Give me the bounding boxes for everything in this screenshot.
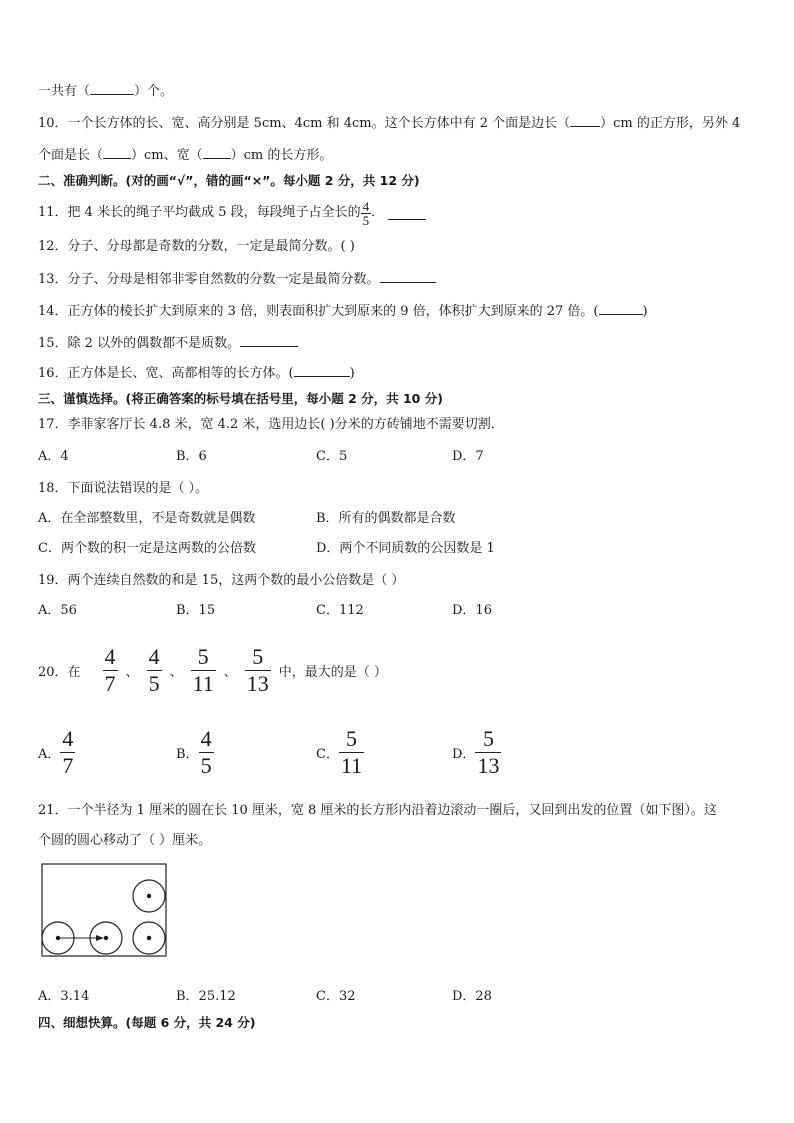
circle-center bbox=[56, 936, 60, 940]
option-c[interactable]: C．两个数的积一定是这两数的公倍数 bbox=[38, 541, 256, 556]
option-c[interactable]: C． $\frac{5}{11}$ bbox=[316, 725, 363, 778]
circle-center bbox=[147, 936, 151, 940]
fraction-4-7: $\frac{4}{7}$ bbox=[104, 643, 116, 696]
option-d[interactable]: D．28 bbox=[452, 989, 492, 1004]
answer-blank[interactable] bbox=[90, 82, 134, 95]
answer-blank[interactable] bbox=[103, 146, 131, 159]
answer-blank[interactable] bbox=[388, 207, 426, 220]
option-a[interactable]: A． $\frac{4}{7}$ bbox=[38, 725, 74, 778]
option-c[interactable]: C．32 bbox=[316, 989, 356, 1004]
fraction-4-5: $\frac{4}{5}$ bbox=[362, 198, 370, 228]
answer-blank[interactable] bbox=[380, 270, 436, 283]
answer-blank[interactable] bbox=[294, 364, 350, 377]
option-b[interactable]: B．25.12 bbox=[176, 989, 236, 1004]
option-d[interactable]: D． $\frac{5}{13}$ bbox=[452, 725, 500, 778]
option-b[interactable]: B．所有的偶数都是合数 bbox=[316, 511, 456, 526]
answer-blank[interactable] bbox=[240, 334, 298, 347]
option-a[interactable]: A．4 bbox=[38, 449, 69, 464]
question-21-line1: 21．一个半径为 1 厘米的圆在长 10 厘米，宽 8 厘米的长方形内沿着边滚动一圈后，又回到出发的位置（如下图）。这 bbox=[38, 803, 717, 818]
option-d[interactable]: D．7 bbox=[452, 449, 484, 464]
option-b[interactable]: B．6 bbox=[176, 449, 207, 464]
question-18: 18．下面说法错误的是（ ）。 bbox=[38, 481, 209, 496]
question-15: 15．除 2 以外的偶数都不是质数。 bbox=[38, 334, 298, 353]
section-4-heading: 四、细想快算。(每题 6 分，共 24 分) bbox=[38, 1015, 256, 1030]
answer-blank[interactable] bbox=[203, 146, 231, 159]
question-16: 16．正方体是长、宽、高都相等的长方体。( ) bbox=[38, 366, 355, 381]
question-10-line1: 10．一个长方体的长、宽、高分别是 5cm、4cm 和 4cm。这个长方体中有 2 个面是边长（ ）cm 的正方形，另外 4 bbox=[38, 116, 741, 131]
option-a[interactable]: A．56 bbox=[38, 603, 77, 618]
question-21-line2: 个圆的圆心移动了（ ）厘米。 bbox=[38, 833, 212, 848]
fraction-4-5: $\frac{4}{5}$ bbox=[148, 643, 160, 696]
answer-blank[interactable] bbox=[599, 302, 643, 315]
option-d[interactable]: D．两个不同质数的公因数是 1 bbox=[316, 541, 495, 556]
fraction-5-13: $\frac{5}{13}$ bbox=[246, 643, 269, 696]
option-a[interactable]: A．3.14 bbox=[38, 989, 90, 1004]
answer-blank[interactable] bbox=[570, 114, 600, 127]
circle-center bbox=[104, 936, 108, 940]
question-13: 13．分子、分母是相邻非零自然数的分数一定是最简分数。 bbox=[38, 270, 436, 289]
arrow-head-icon bbox=[96, 935, 104, 941]
line-continuation: 一共有（ ）个。 bbox=[38, 84, 174, 99]
question-20: 20．在 $\frac{4}{7}$ 、 $\frac{4}{5}$ 、 $\frac{5}{11}$ 、 $\frac{5}{13}$ 中，最大的是（ ） bbox=[38, 643, 387, 696]
fraction-5-11: $\frac{5}{11}$ bbox=[192, 643, 214, 696]
question-17: 17．李菲家客厅长 4.8 米，宽 4.2 米，选用边长( )分米的方砖铺地不需要切割． bbox=[38, 417, 504, 432]
rolling-circle-diagram bbox=[38, 860, 172, 960]
section-2-heading: 二、准确判断。(对的画“√”，错的画“×”。每小题 2 分，共 12 分) bbox=[38, 173, 420, 188]
question-10-line2: 个面是长（ ）cm、宽（ ）cm 的长方形。 bbox=[38, 148, 333, 163]
option-c[interactable]: C．5 bbox=[316, 449, 348, 464]
question-11: 11．把 4 米长的绳子平均截成 5 段，每段绳子占全长的 $\frac{4}{5}$ ． bbox=[38, 198, 426, 228]
option-b[interactable]: B．15 bbox=[176, 603, 216, 618]
option-b[interactable]: B． $\frac{4}{5}$ bbox=[176, 725, 212, 778]
option-a[interactable]: A．在全部整数里，不是奇数就是偶数 bbox=[38, 511, 256, 526]
question-12: 12．分子、分母都是奇数的分数，一定是最简分数。( ) bbox=[38, 239, 355, 254]
circle-center bbox=[147, 894, 151, 898]
section-3-heading: 三、谨慎选择。(将正确答案的标号填在括号里，每小题 2 分，共 10 分) bbox=[38, 391, 443, 406]
option-d[interactable]: D．16 bbox=[452, 603, 492, 618]
question-19: 19．两个连续自然数的和是 15，这两个数的最小公倍数是（ ） bbox=[38, 573, 405, 588]
rectangle-outline bbox=[42, 864, 166, 956]
option-c[interactable]: C．112 bbox=[316, 603, 364, 618]
question-14: 14．正方体的棱长扩大到原来的 3 倍，则表面积扩大到原来的 9 倍，体积扩大到原来的 27 倍。( ) bbox=[38, 304, 648, 319]
